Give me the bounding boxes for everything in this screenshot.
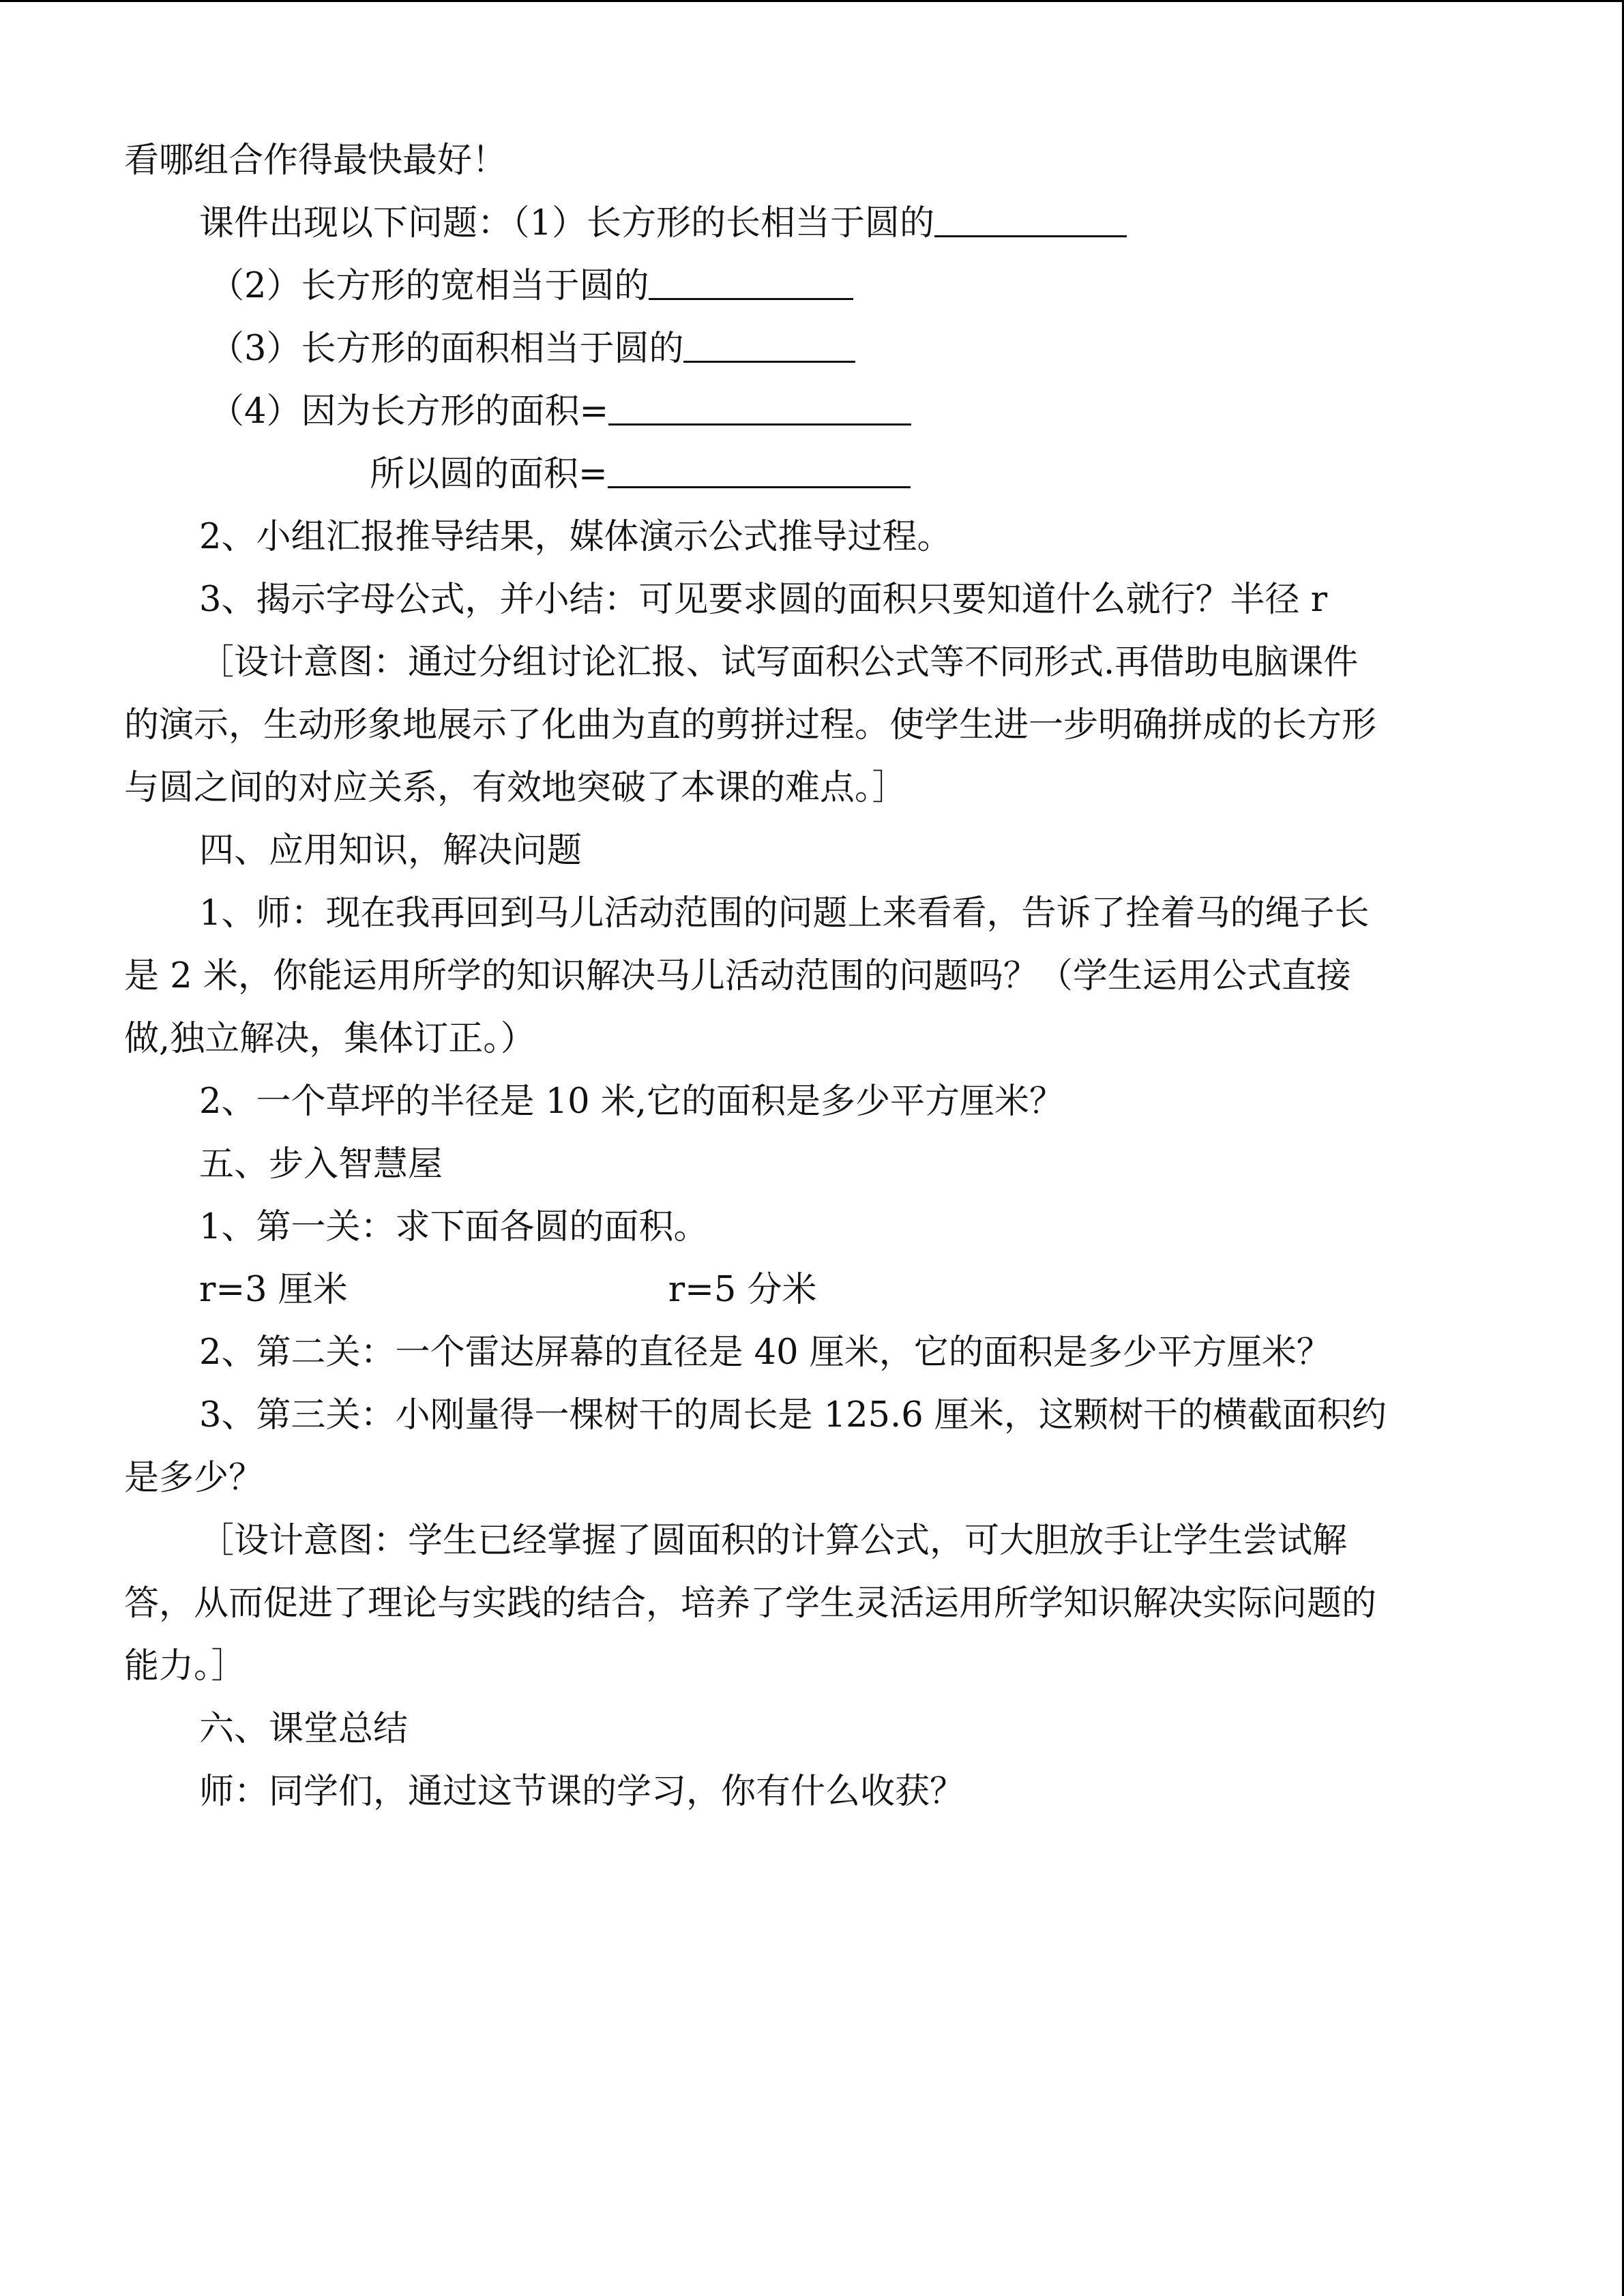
- answer-blank-3[interactable]: [683, 320, 855, 363]
- answer-blank-4[interactable]: [608, 383, 911, 426]
- design-intent-2-line-3: 能力。］: [124, 1646, 246, 1686]
- question-line-1: [124, 192, 1502, 255]
- level-2-line: 2、第二关：一个雷达屏幕的直径是 40 厘米，它的面积是多少平方厘米？: [199, 1332, 1331, 1373]
- page-border-top: [0, 0, 1624, 2]
- text-line-intro: 看哪组合作得最快最好！: [124, 140, 507, 181]
- question-1-text: 课件出现以下问题：（1）长方形的长相当于圆的: [199, 203, 934, 243]
- circle-radius-3: r=3 厘米: [199, 1270, 348, 1310]
- question-line-4: [124, 381, 1502, 443]
- document-body: [124, 130, 1502, 1823]
- answer-blank-1[interactable]: [934, 194, 1127, 237]
- design-intent-2-line-1: ［设计意图：学生已经掌握了圆面积的计算公式，可大胆放手让学生尝试解: [199, 1521, 1348, 1561]
- circle-radius-5: r=5 分米: [668, 1270, 817, 1310]
- question-2-text: （2）长方形的宽相当于圆的: [209, 266, 649, 306]
- question-line-2: [124, 255, 1502, 318]
- question-5-text: 所以圆的面积=: [370, 454, 608, 494]
- section-heading-4: 四、应用知识，解决问题: [199, 831, 582, 871]
- application-line-4: 2、一个草坪的半径是 10 米,它的面积是多少平方厘米？: [199, 1082, 1064, 1122]
- text-line-formula: 3、揭示字母公式，并小结：可见要求圆的面积只要知道什么就行？半径 r: [199, 580, 1328, 620]
- question-3-text: （3）长方形的面积相当于圆的: [209, 329, 684, 369]
- design-intent-1-line-2: 的演示，生动形象地展示了化曲为直的剪拼过程。使学生进一步明确拼成的长方形: [124, 705, 1377, 745]
- design-intent-2-line-2: 答，从而促进了理论与实践的结合，培养了学生灵活运用所学知识解决实际问题的: [124, 1583, 1377, 1624]
- design-intent-1-line-3: 与圆之间的对应关系，有效地突破了本课的难点。］: [124, 768, 907, 808]
- section-heading-5: 五、步入智慧屋: [199, 1144, 443, 1184]
- design-intent-1-line-1: ［设计意图：通过分组讨论汇报、试写面积公式等不同形式.再借助电脑课件: [199, 642, 1359, 683]
- answer-blank-5[interactable]: [608, 445, 911, 488]
- application-line-1: 1、师：现在我再回到马儿活动范围的问题上来看看，告诉了拴着马的绳子长: [199, 893, 1370, 934]
- section-heading-6: 六、课堂总结: [199, 1709, 409, 1749]
- level-3-line-1: 3、第三关：小刚量得一棵树干的周长是 125.6 厘米，这颗树干的横截面积约: [199, 1395, 1387, 1435]
- answer-blank-2[interactable]: [649, 257, 853, 300]
- question-line-3: [124, 318, 1502, 381]
- level-1-line: 1、第一关：求下面各圆的面积。: [199, 1207, 709, 1247]
- application-line-2: 是 2 米，你能运用所学的知识解决马儿活动范围的问题吗？（学生运用公式直接: [124, 956, 1351, 996]
- application-line-3: 做,独立解决，集体订正。）: [124, 1019, 535, 1059]
- level-3-line-2: 是多少？: [124, 1458, 264, 1498]
- question-4-text: （4）因为长方形的面积=: [209, 391, 609, 432]
- text-line-report: 2、小组汇报推导结果，媒体演示公式推导过程。: [199, 517, 952, 557]
- summary-line: 师：同学们，通过这节课的学习，你有什么收获？: [199, 1772, 965, 1812]
- question-line-5: [124, 443, 1502, 506]
- level-1-items: [124, 1259, 1502, 1322]
